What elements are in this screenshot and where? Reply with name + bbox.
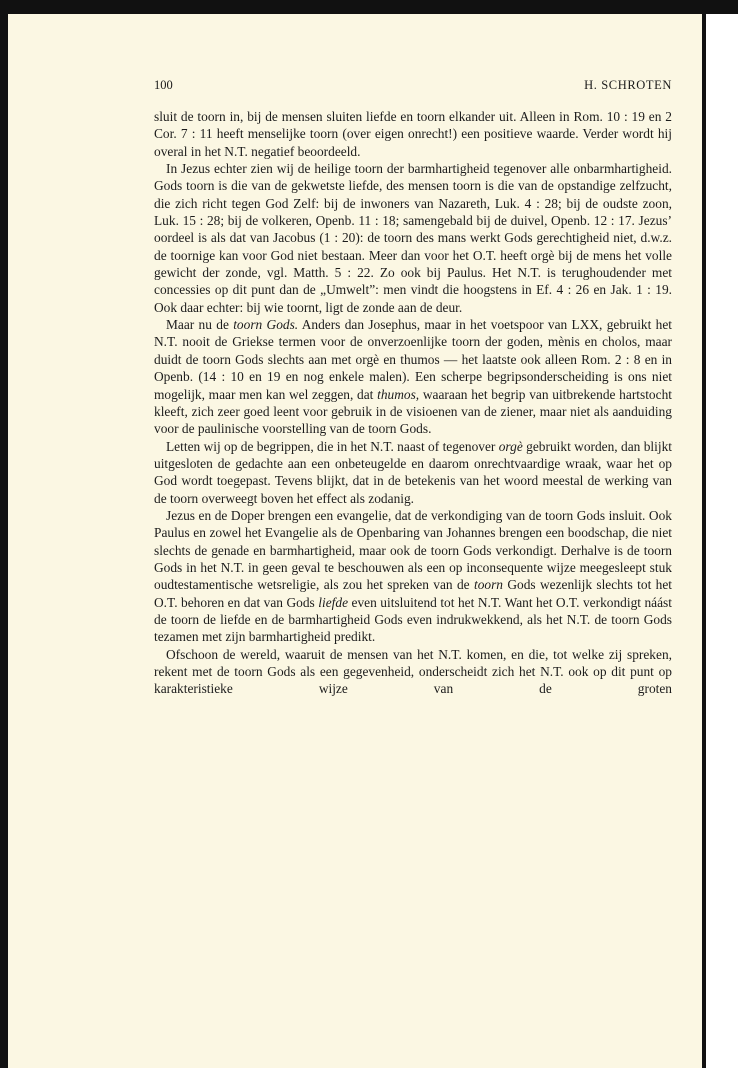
text-run: Gods wezenlijk slechts tot het O.T. behoren en dat van Gods — [154, 577, 672, 610]
italic-term: thumos, — [377, 386, 420, 402]
paragraph — [154, 438, 672, 507]
running-head-author: H. SCHROTEN — [584, 78, 672, 92]
text-run: Maar nu de — [166, 317, 234, 333]
text-run: Ofschoon de wereld, waaruit de mensen van het N.T. komen, en die, tot welke zij spreken, rekent met de toorn Gods als een gegevenheid, onderscheidt zich het N.T. ook op dit punt op karakteristieke wijze van de groten — [154, 646, 672, 697]
text-run: Anders dan Josephus, maar in het voetspoor van LXX, gebruikt het N.T. nooit de Griekse termen voor de onverzoenlijke toorn der goden, mènis en cholos, maar duidt de toorn Gods slechts aan met orgè en thumos — het laatste ook alleen Rom. 2 : 8 en in Openb. (14 : 10 en 19 en nog enkele malen). Een scherpe begripsonderscheiding is ons niet mogelijk, maar men kan wel zeggen, dat — [154, 317, 672, 402]
italic-term: liefde — [318, 594, 349, 610]
text-run: gebruikt worden, dan blijkt uitgesloten de gedachte aan een onbeteugelde en daarom onrechtvaardige wraak, waar het op God wordt toegepast. Tevens blijkt, dat in de betekenis van het woord meestal de werking van de toorn overweegt boven het effect als zodanig. — [154, 438, 672, 506]
paragraph — [154, 316, 672, 437]
body-text — [154, 108, 672, 698]
italic-term: toorn — [473, 577, 503, 593]
paragraph — [154, 507, 672, 646]
page-number: 100 — [154, 78, 173, 92]
paragraph — [154, 160, 672, 316]
scan-left-border — [0, 0, 8, 1068]
text-run: In Jezus echter zien wij de heilige toorn der barmhartigheid tegenover alle onbarmhartigheid. Gods toorn is die van de gekwetste liefde, des mensen toorn is die van de opstandige zelfzucht, die zich richt tegen God Zelf: bij de inwoners van Nazareth, Luk. 4 : 28; bij de oudste zoon, Luk. 15 : 28; bij de volkeren, Openb. 11 : 18; samengebald bij de duivel, Openb. 12 : 17. Jezus’ oordeel is als dat van Jacobus (1 : 20): de toorn des mans werkt Gods gerechtigheid niet, d.w.z. de toornige kan voor God niet bestaan. Meer dan voor het O.T. heeft orgè bij de mens het volle gewicht der zonde, vgl. Matth. 5 : 22. Zo ook bij Paulus. Het N.T. is terughoudender met concessies op dit punt dan de „Umwelt”: men vindt die hoogstens in Ef. 4 : 26 en Jak. 1 : 19. Ook daar echter: bij wie toornt, ligt de zonde aan de deur. — [154, 161, 672, 315]
italic-term: orgè — [498, 438, 523, 454]
text-run: Letten wij op de begrippen, die in het N.T. naast of tegenover — [166, 438, 499, 454]
text-run: sluit de toorn in, bij de mensen sluiten liefde en toorn elkander uit. Alleen in Rom. 10 : 19 en 2 Cor. 7 : 11 heeft menselijke toorn (over eigen onrecht!) een positieve waarde. Verder wordt hij overal in het N.T. negatief beoordeeld. — [154, 109, 672, 159]
italic-term: toorn Gods. — [233, 317, 299, 333]
scan-top-border — [0, 0, 738, 14]
paragraph — [154, 646, 672, 698]
running-head — [154, 78, 672, 96]
scan-right-margin — [706, 14, 738, 1068]
text-run: waaraan het begrip van uitbrekende hartstocht kleeft, zich zeer goed leent voor gebruik in de visioenen van de ziener, maar niet als aanduiding voor de paulinische voorstelling van de toorn Gods. — [154, 386, 672, 437]
text-run: Jezus en de Doper brengen een evangelie, dat de verkondiging van de toorn Gods insluit. Ook Paulus en zowel het Evangelie als de Openbaring van Johannes brengen een boodschap, die niet slechts de genade en barmhartigheid, maar ook de toorn Gods verkondigt. Derhalve is de toorn Gods in het N.T. in geen geval te beschouwen als een op inconsequente wijze meegesleept stuk oudtestamentische wetsreligie, als zou het spreken van de — [154, 507, 672, 593]
paragraph — [154, 108, 672, 160]
text-run: even uitsluitend tot het N.T. Want het O.T. verkondigt náást de toorn de liefde en de barmhartigheid Gods even indrukwekkend, als het N.T. de toorn Gods tezamen met zijn barmhartigheid predikt. — [154, 594, 672, 645]
